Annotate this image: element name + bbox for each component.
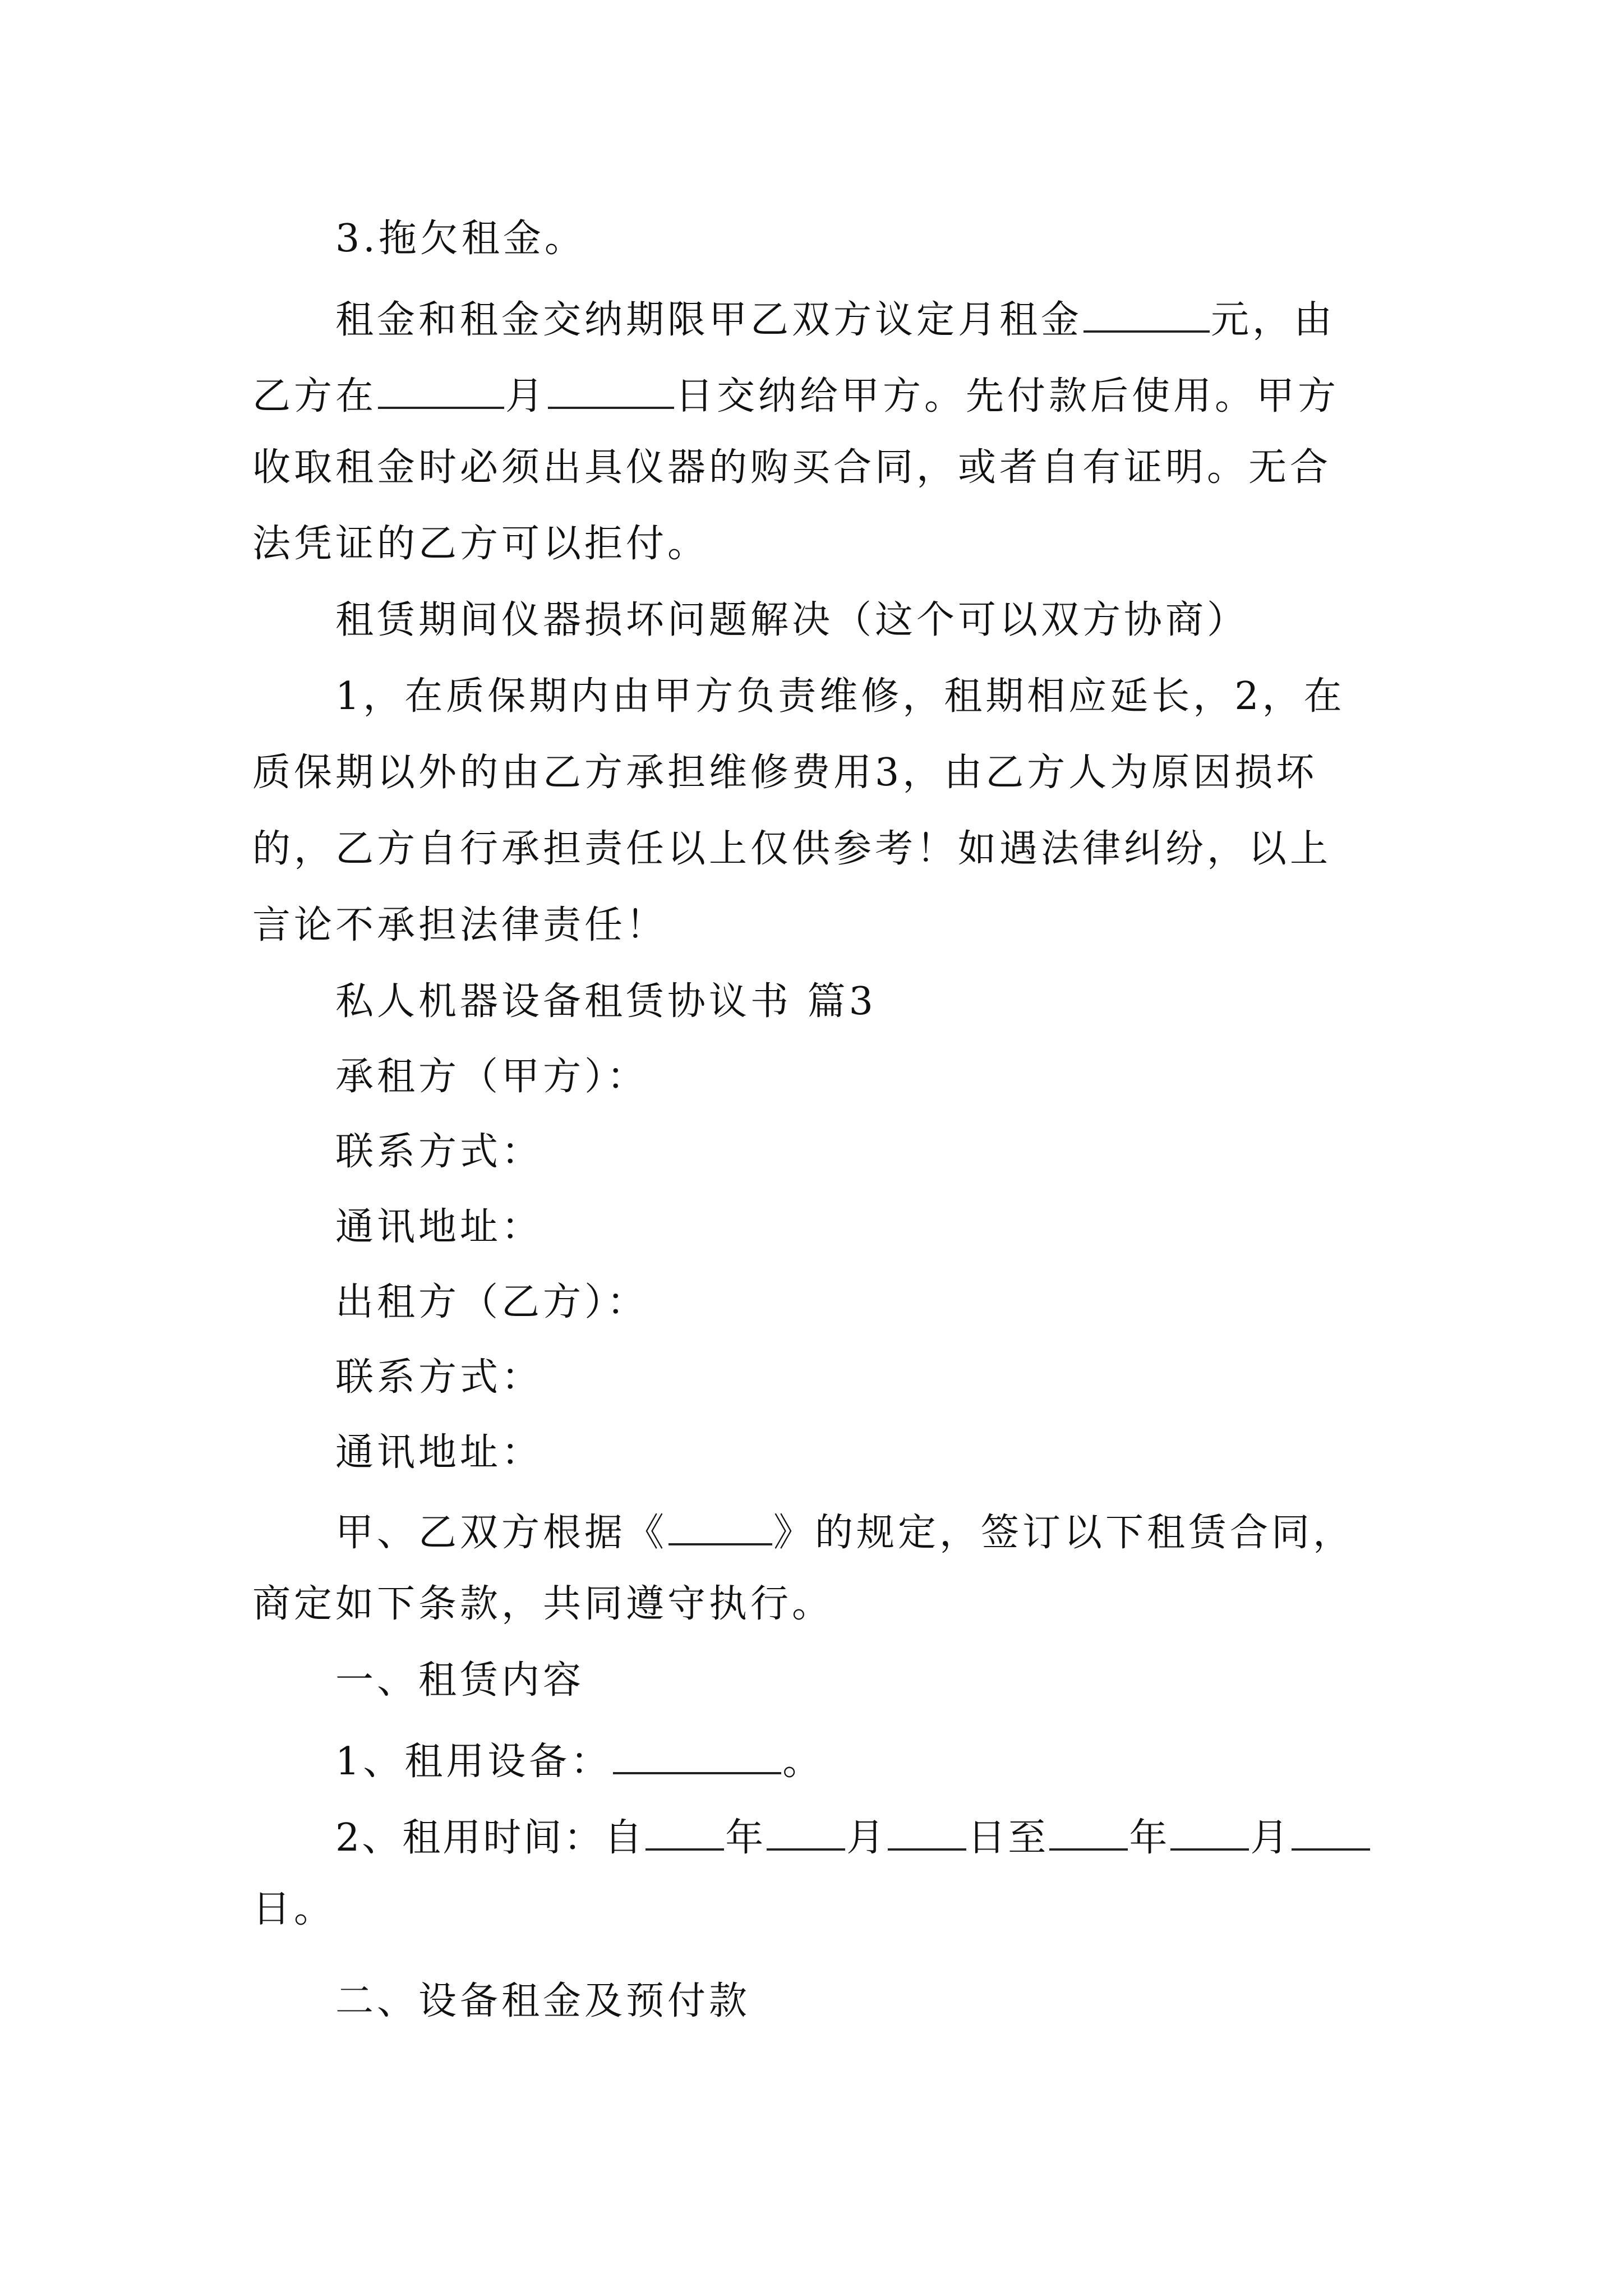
start-day-blank [888,1814,966,1851]
rental-equipment-line [335,1738,824,1784]
text-line: 言论不承担法律责任！ [252,903,668,947]
text-line: 日交纳给甲方。先付款后使用。甲方 [675,374,1340,419]
heading-rental-content [335,1658,585,1703]
text-line: 质保期以外的由乙方承担维修费用3，由乙方人为原因损坏 [252,751,1318,795]
text-line: 承租方（甲方）： [335,1055,649,1099]
text-line: 3.拖欠租金。 [335,217,586,261]
equipment-blank [613,1738,781,1774]
text-line: 乙方在 [252,374,377,419]
text-line: 月 [505,374,547,419]
law-name-blank [668,1509,772,1545]
text-line: 日至 [967,1816,1049,1861]
text-line: 通讯地址： [335,1430,543,1475]
text-line: 法凭证的乙方可以拒付。 [252,522,709,566]
text-line: 月 [846,1816,887,1861]
rental-period-line [335,1814,1371,1861]
text-line: 联系方式： [335,1130,543,1174]
pay-day-blank [548,372,674,409]
agreement-paragraph-line-1 [335,1509,1355,1556]
text-line: 一、租赁内容 [335,1658,585,1703]
text-line: 元，由 [1211,298,1336,343]
text-line: 月 [1250,1816,1291,1861]
start-year-blank [645,1814,724,1851]
lessor-contact [335,1355,543,1400]
lessor-party [335,1280,649,1324]
text-line: 甲、乙双方根据《 [335,1511,668,1556]
text-line: 1、租用设备： [335,1740,612,1784]
agreement-paragraph-line-2 [252,1582,834,1626]
text-line: 年 [1129,1816,1170,1861]
text-line: 私人机器设备租赁协议书 篇3 [335,979,877,1024]
damage-heading [335,598,1249,642]
end-year-blank [1049,1814,1128,1851]
monthly-rent-blank [1083,296,1210,333]
rent-paragraph-line-4 [252,522,709,566]
lessor-address [335,1430,543,1475]
text-line: 出租方（乙方）： [335,1280,649,1324]
start-month-blank [767,1814,845,1851]
rent-paragraph-line-1 [335,296,1336,343]
section-title [335,979,877,1024]
rent-paragraph-line-3 [252,445,1332,490]
text-line: 联系方式： [335,1355,543,1400]
end-day-blank [1292,1814,1370,1851]
damage-paragraph-line-2 [252,751,1318,795]
damage-paragraph-line-3 [252,827,1332,871]
pay-month-blank [378,372,504,409]
text-line: 》的规定，签订以下租赁合同， [773,1511,1355,1556]
lessee-address [335,1205,543,1249]
text-line: 收取租金时必须出具仪器的购买合同，或者自有证明。无合 [252,445,1332,490]
text-line: 1，在质保期内由甲方负责维修，租期相应延长，2，在 [335,674,1345,719]
text-line: 租金和租金交纳期限甲乙双方议定月租金 [335,298,1083,343]
rent-paragraph-line-2 [252,372,1340,419]
lessee-party [335,1055,649,1099]
text-line: 。 [782,1740,824,1784]
damage-paragraph-line-1 [335,674,1345,719]
end-month-blank [1170,1814,1249,1851]
clause-3-arrears [335,217,586,261]
text-line: 租赁期间仪器损坏问题解决（这个可以双方协商） [335,598,1249,642]
text-line: 日。 [252,1887,336,1931]
rental-period-line-2 [252,1887,336,1931]
text-line: 的，乙方自行承担责任以上仅供参考！如遇法律纠纷，以上 [252,827,1332,871]
heading-rent-prepayment [335,1979,751,2023]
lessee-contact [335,1130,543,1174]
text-line: 年 [725,1816,766,1861]
text-line: 二、设备租金及预付款 [335,1979,751,2023]
text-line: 商定如下条款，共同遵守执行。 [252,1582,834,1626]
damage-paragraph-line-4 [252,903,668,947]
text-line: 通讯地址： [335,1205,543,1249]
text-line: 2、租用时间：自 [335,1816,645,1861]
